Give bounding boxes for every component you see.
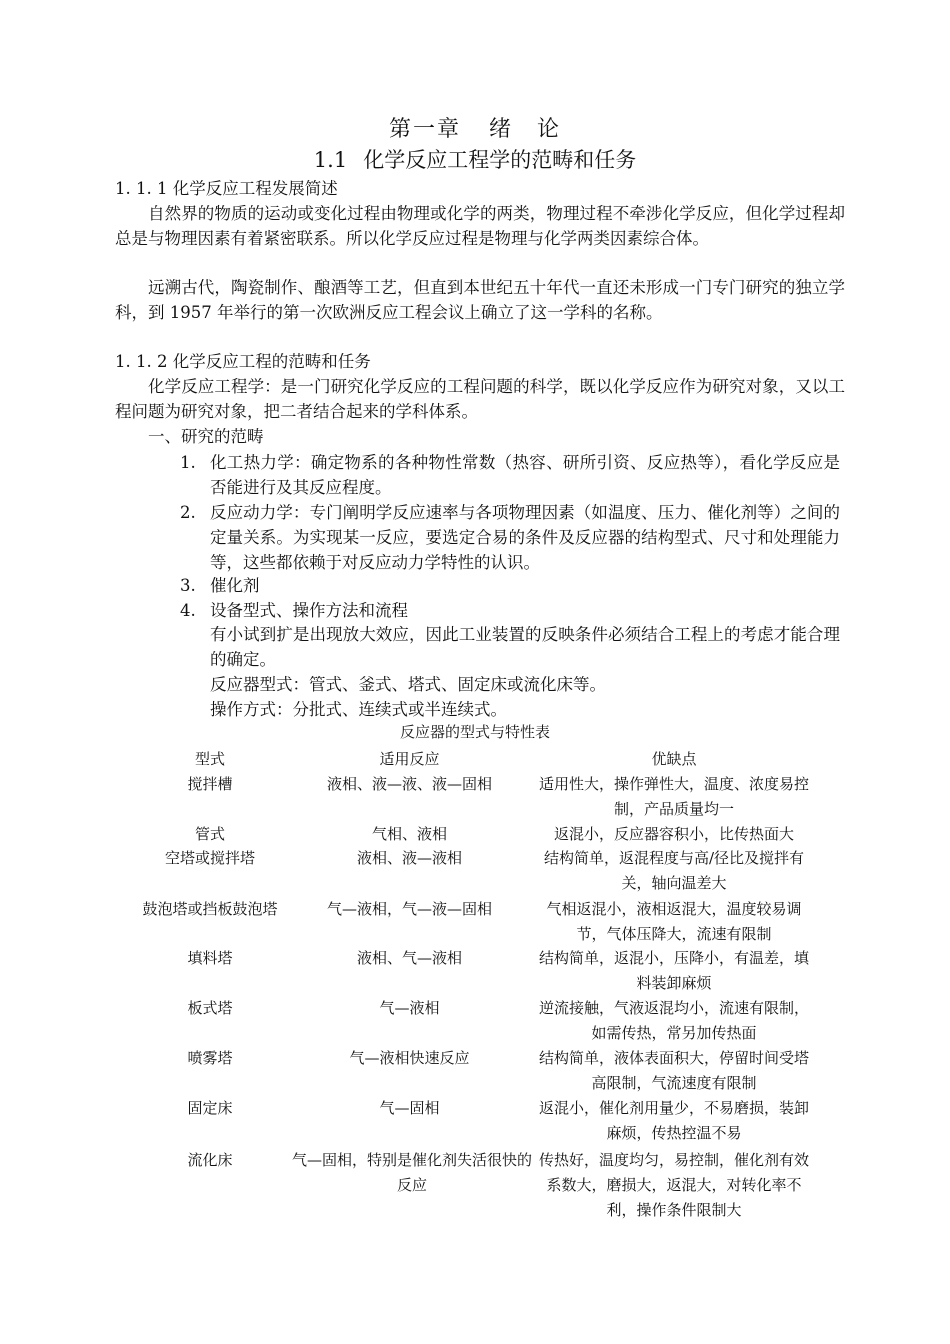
chapter-number: 第一章 [388, 117, 461, 142]
list-number-1: 1. [180, 453, 196, 472]
table-cell: 气相返混小，液相返混大，温度较易调节，气体压降大，流速有限制 [546, 900, 802, 943]
table-cell: 填料塔 [187, 949, 233, 967]
item4-operation-modes: 操作方式：分批式、连续式或半连续式。 [210, 700, 507, 719]
list-number-3: 3. [180, 576, 196, 595]
chapter-name: 绪 论 [489, 117, 562, 142]
paragraph-definition: 化学反应工程学：是一门研究化学反应的工程问题的科学，既以化学反应作为研究对象，又以工程问题为研究对象，把二者结合起来的学科体系。 [115, 377, 845, 421]
table-cell: 流化床 [187, 1151, 233, 1169]
section-number: 1.1 [313, 148, 348, 172]
table-cell: 返混小，反应器容积小，比传热面大 [553, 825, 794, 843]
subsection-heading-1-1-2: 1. 1. 2 化学反应工程的范畴和任务 [115, 352, 371, 371]
table-caption: 反应器的型式与特性表 [399, 723, 550, 741]
table-cell: 气—液相 [379, 999, 440, 1017]
paragraph-history: 远溯古代，陶瓷制作、酿酒等工艺，但直到本世纪五十年代一直还未形成一门专门研究的独立学科，到 1957 年举行的第一次欧洲反应工程会议上确立了这一学科的名称。 [115, 278, 845, 322]
table-header-type: 型式 [194, 750, 225, 768]
list-item-equipment: 设备型式、操作方法和流程 [210, 601, 408, 620]
table-cell: 返混小，催化剂用量少，不易磨损，装卸麻烦，传热控温不易 [538, 1099, 809, 1142]
paragraph-nature: 自然界的物质的运动或变化过程由物理或化学的两类，物理过程不牵涉化学反应，但化学过程却总是与物理因素有着紧密联系。所以化学反应过程是物理与化学两类因素综合体。 [115, 204, 845, 248]
table-cell: 喷雾塔 [187, 1049, 233, 1067]
list-number-2: 2. [180, 503, 196, 522]
list-number-4: 4. [180, 601, 196, 620]
subsection-heading-1-1-1: 1. 1. 1 化学反应工程发展简述 [115, 179, 338, 198]
table-header-pros-cons: 优缺点 [651, 750, 697, 768]
table-cell: 气—液相，气—液—固相 [326, 900, 492, 918]
table-cell: 适用性大，操作弹性大，温度、浓度易控制，产品质量均一 [538, 775, 809, 818]
section-name: 化学反应工程学的范畴和任务 [363, 148, 637, 172]
table-cell: 固定床 [187, 1099, 233, 1117]
table-cell: 气—固相，特别是催化剂失活很快的反应 [292, 1151, 533, 1194]
table-cell: 管式 [194, 825, 225, 843]
table-cell: 结构简单，液体表面积大，停留时间受塔高限制，气流速度有限制 [538, 1049, 809, 1092]
table-cell: 空塔或搅拌塔 [164, 849, 255, 867]
table-cell: 气—固相 [379, 1099, 440, 1117]
list-item-thermodynamics: 化工热力学：确定物系的各种物性常数（热容、研所引资、反应热等），看化学反应是否能进行及其反应程度。 [210, 453, 840, 497]
table-cell: 结构简单，返混程度与高/径比及搅拌有关，轴向温差大 [543, 849, 805, 892]
table-cell: 板式塔 [187, 999, 233, 1017]
section-title [0, 144, 950, 174]
table-cell: 结构简单，返混小，压降小，有温差，填料装卸麻烦 [538, 949, 809, 992]
table-cell: 液相、液—液相 [356, 849, 462, 867]
list-item-catalyst: 催化剂 [210, 576, 260, 595]
item4-scaleup-text: 有小试到扩是出现放大效应，因此工业装置的反映条件必须结合工程上的考虑才能合理的确定。 [210, 625, 840, 669]
table-cell: 传热好，温度均匀，易控制，催化剂有效系数大，磨损大，返混大，对转化率不利，操作条件限制大 [538, 1151, 809, 1219]
scope-heading: 一、研究的范畴 [148, 427, 264, 446]
item4-reactor-types: 反应器型式：管式、釜式、塔式、固定床或流化床等。 [210, 675, 606, 694]
table-header-reaction: 适用反应 [379, 750, 440, 768]
table-cell: 搅拌槽 [187, 775, 233, 793]
list-item-kinetics: 反应动力学：专门阐明学反应速率与各项物理因素（如温度、压力、催化剂等）之间的定量关系。为实现某一反应，要选定合易的条件及反应器的结构型式、尺寸和处理能力等，这些都依赖于对反应动力学特性的认识。 [210, 503, 840, 572]
table-cell: 逆流接触，气液返混均小，流速有限制，如需传热，常另加传热面 [538, 999, 809, 1042]
table-cell: 液相、液—液、液—固相 [326, 775, 492, 793]
table-cell: 气—液相快速反应 [349, 1049, 470, 1067]
table-cell: 液相、气—液相 [356, 949, 462, 967]
table-cell: 鼓泡塔或挡板鼓泡塔 [142, 900, 278, 918]
table-cell: 气相、液相 [371, 825, 447, 843]
chapter-title [0, 112, 950, 143]
